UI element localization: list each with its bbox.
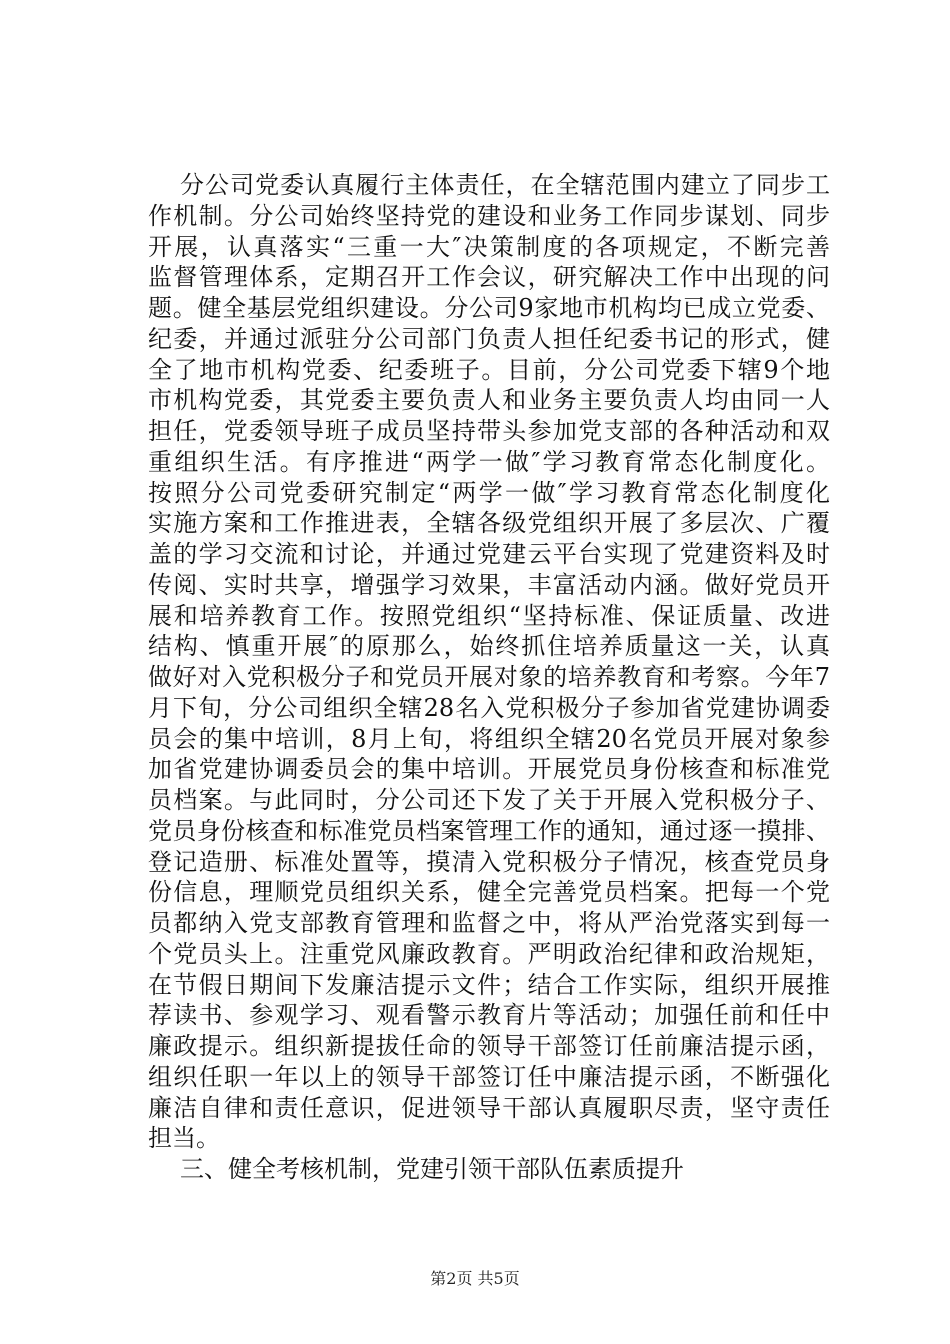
body-line: 开展，认真落实“三重一大″决策制度的各项规定，不断完善 bbox=[148, 232, 830, 261]
body-line: 重组织生活。有序推进“两学一做″学习教育常态化制度化。 bbox=[148, 447, 830, 476]
body-line: 担当。 bbox=[148, 1124, 220, 1153]
body-line: 廉洁自律和责任意识，促进领导干部认真履职尽责，坚守责任 bbox=[148, 1093, 830, 1122]
body-line: 个党员头上。注重党风廉政教育。严明政治纪律和政治规矩， bbox=[148, 939, 830, 968]
body-line: 组织任职一年以上的领导干部签订任中廉洁提示函，不断强化 bbox=[148, 1062, 830, 1091]
body-line: 分公司党委认真履行主体责任，在全辖范围内建立了同步工 bbox=[180, 171, 830, 199]
body-line: 员都纳入党支部教育管理和监督之中，将从严治党落实到每一 bbox=[148, 909, 830, 937]
body-line: 实施方案和工作推进表，全辖各级党组织开展了多层次、广覆 bbox=[148, 509, 830, 538]
body-line: 传阅、实时共享，增强学习效果，丰富活动内涵。做好党员开 bbox=[148, 570, 830, 599]
body-line: 纪委，并通过派驻分公司部门负责人担任纪委书记的形式，健 bbox=[148, 324, 830, 353]
body-line: 登记造册、标准处置等，摸清入党积极分子情况，核查党员身 bbox=[148, 847, 830, 876]
body-line: 党员身份核查和标准党员档案管理工作的通知，通过逐一摸排、 bbox=[148, 816, 830, 845]
body-line: 作机制。分公司始终坚持党的建设和业务工作同步谋划、同步 bbox=[148, 201, 830, 230]
body-line: 结构、慎重开展″的原那么，始终抓住培养质量这一关，认真 bbox=[148, 632, 830, 661]
body-line: 员会的集中培训，8月上旬，将组织全辖20名党员开展对象参 bbox=[148, 724, 830, 753]
body-line: 加省党建协调委员会的集中培训。开展党员身份核查和标准党 bbox=[148, 755, 830, 784]
body-line: 做好对入党积极分子和党员开展对象的培养教育和考察。今年7 bbox=[148, 663, 830, 691]
body-line: 廉政提示。组织新提拔任命的领导干部签订任前廉洁提示函， bbox=[148, 1032, 830, 1060]
body-line: 荐读书、参观学习、观看警示教育片等活动；加强任前和任中 bbox=[148, 1001, 830, 1030]
body-line: 盖的学习交流和讨论，并通过党建云平台实现了党建资料及时 bbox=[148, 540, 830, 568]
body-line: 按照分公司党委研究制定“两学一做″学习教育常态化制度化 bbox=[148, 478, 830, 507]
body-line: 担任，党委领导班子成员坚持带头参加党支部的各种活动和双 bbox=[148, 417, 830, 445]
page-number-footer: 第2页 共5页 bbox=[430, 1269, 520, 1288]
body-text bbox=[148, 170, 830, 1185]
body-line: 题。健全基层党组织建设。分公司9家地市机构均已成立党委、 bbox=[148, 294, 830, 322]
body-line: 月下旬，分公司组织全辖28名入党积极分子参加省党建协调委 bbox=[148, 693, 830, 722]
body-line: 份信息，理顺党员组织关系，健全完善党员档案。把每一个党 bbox=[148, 878, 830, 907]
section-heading: 三、健全考核机制，党建引领干部队伍素质提升 bbox=[180, 1155, 684, 1183]
body-line: 员档案。与此同时，分公司还下发了关于开展入党积极分子、 bbox=[148, 786, 830, 814]
body-line: 全了地市机构党委、纪委班子。目前，分公司党委下辖9个地 bbox=[148, 355, 830, 384]
body-line: 在节假日期间下发廉洁提示文件；结合工作实际，组织开展推 bbox=[148, 970, 830, 999]
body-line: 监督管理体系，定期召开工作会议，研究解决工作中出现的问 bbox=[148, 263, 830, 292]
body-line: 市机构党委，其党委主要负责人和业务主要负责人均由同一人 bbox=[148, 386, 830, 415]
body-line: 展和培养教育工作。按照党组织“坚持标准、保证质量、改进 bbox=[148, 601, 830, 630]
